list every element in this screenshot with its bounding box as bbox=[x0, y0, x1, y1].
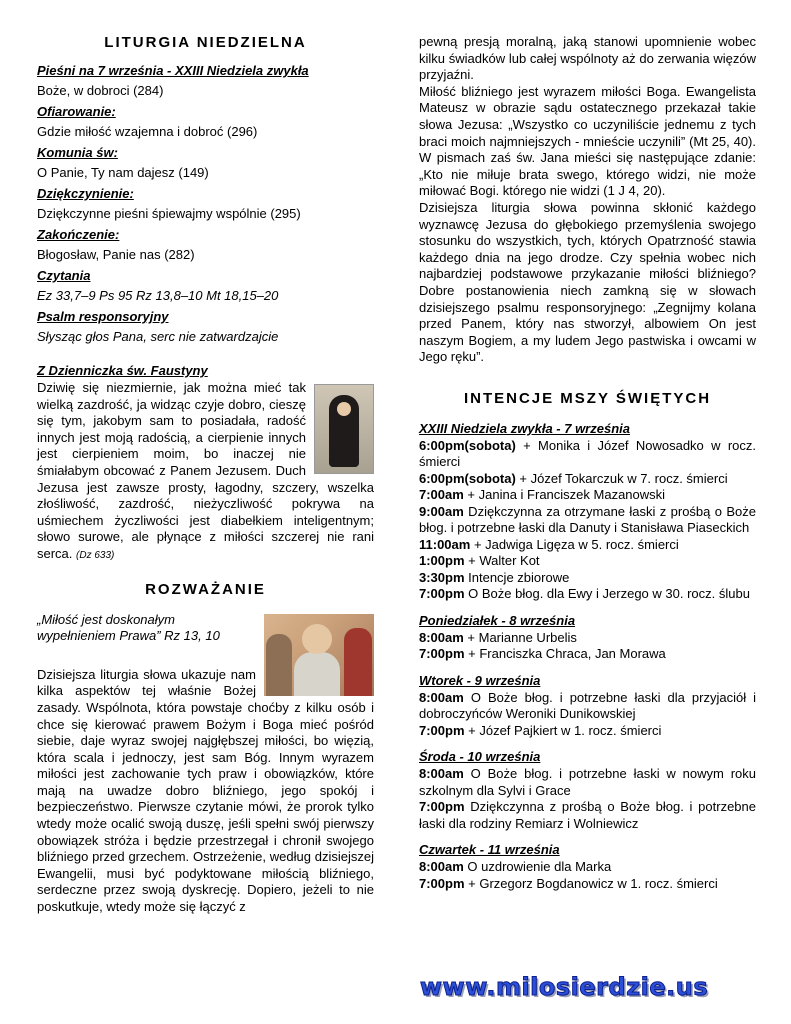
mass-time: 8:00am bbox=[419, 689, 464, 705]
mass-text: O Boże błog. dla Ewy i Jerzego w 30. rocz. ślubu bbox=[464, 586, 750, 602]
psalm-label: Psalm responsoryjny bbox=[37, 309, 169, 324]
reflection-quote: „Miłość jest doskonałym wypełnieniem Prawa” Rz 13, 10 bbox=[37, 611, 220, 644]
mass-time: 9:00am bbox=[419, 503, 464, 519]
mass-time: 1:00pm bbox=[419, 553, 465, 569]
mass-intention bbox=[419, 438, 756, 471]
mass-intention bbox=[419, 570, 756, 587]
mass-intention bbox=[419, 646, 756, 663]
mass-intention bbox=[419, 537, 756, 554]
mass-intention bbox=[419, 504, 756, 537]
jesus-image bbox=[264, 614, 374, 696]
communion-hymn: O Panie, Ty nam dajesz (149) bbox=[37, 165, 209, 180]
mass-time: 8:00am bbox=[419, 629, 464, 645]
mass-intention bbox=[419, 766, 756, 799]
mass-text: + Franciszka Chraca, Jan Morawa bbox=[464, 646, 666, 662]
mass-text: O Boże błog. i potrzebne łaski dla przyjaciół i dobroczyńców Weroniki Dunikowskiej bbox=[419, 689, 756, 722]
mass-time: 7:00pm bbox=[419, 722, 465, 738]
mass-intention bbox=[419, 859, 756, 876]
mass-text: Intencje zbiorowe bbox=[464, 569, 570, 585]
faustyna-text: Dziwię się niezmiernie, jak można mieć tak wielką zazdrość, ja widząc czyje dobro, cieszę się tym, jakobym sam to posiadała, radość innych jest moją radością, a cierpienie innych jest cierpieniem moim, bo inaczej nie śmiałabym obcować z Panem Jezusem. Duch Jezusa jest zawsze prosty, łagodny, szczery, wszelka złośliwość, zazdrość, nieżyczliwość pokrywa na uśmiechem życzliwości jest diabełkiem inteligentnym; słowo surowe, ale płynące z miłości szczerej nie rani serca. (Dz 633) bbox=[37, 380, 374, 561]
mass-time: 3:30pm bbox=[419, 569, 465, 585]
reflection-text-right-1: pewną presją moralną, jaką stanowi upomnienie wobec kilku świadków lub całej wspólnoty aż do zerwania więzów przyjaźni. bbox=[419, 34, 756, 83]
communion-label: Komunia św: bbox=[37, 145, 118, 160]
closing-label: Zakończenie: bbox=[37, 227, 120, 242]
mass-intention bbox=[419, 586, 756, 603]
thanksgiving-hymn: Dziękczynne pieśni śpiewajmy wspólnie (295) bbox=[37, 206, 301, 221]
mass-text: Dziękczynna z prośbą o Boże błog. i potrzebne łaski dla rodziny Remiarz i Wolniewicz bbox=[419, 799, 756, 831]
entrance-hymn: Boże, w dobroci (284) bbox=[37, 83, 164, 98]
reflection-title: ROZWAŻANIE bbox=[145, 580, 266, 598]
thanksgiving-label: Dziękczynienie: bbox=[37, 186, 134, 201]
mass-text: + Walter Kot bbox=[464, 553, 540, 569]
mass-intention bbox=[419, 723, 756, 740]
mass-time: 6:00pm(sobota) bbox=[419, 470, 516, 486]
mass-text: + Grzegorz Bogdanowicz w 1. rocz. śmierci bbox=[464, 875, 718, 891]
offertory-label: Ofiarowanie: bbox=[37, 104, 116, 119]
left-column bbox=[37, 34, 374, 916]
liturgy-title: LITURGIA NIEDZIELNA bbox=[104, 34, 307, 51]
mass-text: Dziękczynna za otrzymane łaski z prośbą o Boże błog. i potrzebne łaski dla Danuty i Stanisława Piaseckich bbox=[419, 503, 756, 536]
faustyna-image bbox=[314, 384, 374, 474]
mass-intention bbox=[419, 630, 756, 647]
mass-text: + Janina i Franciszek Mazanowski bbox=[463, 487, 666, 503]
day-heading: Wtorek - 9 września bbox=[419, 672, 541, 688]
mass-text: + Józef Pajkiert w 1. rocz. śmierci bbox=[464, 722, 662, 738]
day-heading: Poniedziałek - 8 września bbox=[419, 612, 576, 628]
reflection-text-right-2: Miłość bliźniego jest wyrazem miłości Boga. Ewangelista Mateusz w obrazie sądu ostatecznego przekazał takie słowa Jezusa: „Wszystko co uczyniliście jednemu z tych braci moich najmniejszych - mnieście uczynili” (Mt 25, 40). W pismach zaś św. Jana mieści się następujące zdanie: „Kto nie miłuje brata swego, którego widzi, nie może miłować Bogi. którego nie widzi (1 J 4, 20). bbox=[419, 83, 756, 199]
mass-text: + Jadwiga Ligęza w 5. rocz. śmierci bbox=[470, 536, 679, 552]
mass-text: O uzdrowienie dla Marka bbox=[463, 859, 612, 875]
readings-label: Czytania bbox=[37, 268, 91, 283]
mass-intention bbox=[419, 876, 756, 893]
intentions-title: INTENCJE MSZY ŚWIĘTYCH bbox=[463, 389, 712, 407]
mass-text: + Marianne Urbelis bbox=[463, 629, 577, 645]
website-logo[interactable]: www.milosierdzie.us bbox=[419, 973, 709, 1001]
mass-time: 7:00am bbox=[419, 487, 464, 503]
faustyna-ref: (Dz 633) bbox=[76, 549, 115, 561]
mass-intention bbox=[419, 553, 756, 570]
closing-hymn: Błogosław, Panie nas (282) bbox=[37, 247, 195, 262]
mass-time: 11:00am bbox=[419, 536, 471, 552]
mass-time: 8:00am bbox=[419, 859, 464, 875]
day-heading: Środa - 10 września bbox=[419, 749, 541, 765]
mass-intention bbox=[419, 471, 756, 488]
mass-text: + Józef Tokarczuk w 7. rocz. śmierci bbox=[515, 470, 728, 486]
mass-intention bbox=[419, 487, 756, 504]
mass-text: + Monika i Józef Nowosadko w rocz. śmierci bbox=[419, 437, 756, 470]
reflection-text-right-3: Dzisiejsza liturgia słowa powinna skłonić każdego wyznawcę Jezusa do głębokiego przemyślenia swojego stosunku do wszystkich, tych, których Opatrzność stawia każdego dnia na jego drodze. Czy spełnia wobec nich najbardziej podstawowe przykazanie miłości bliźniego? Dobre postanowienia niech zamkną się w słowach dzisiejszego psalmu responsoryjnego: „Zegnijmy kolana przed Panem, który nas stworzył, albowiem On jest naszym Bogiem, a my ludem Jego pastwiska i owcami w Jego ręku”. bbox=[419, 199, 756, 365]
day-heading: Czwartek - 11 września bbox=[419, 842, 560, 858]
right-column bbox=[419, 34, 756, 892]
mass-time: 7:00pm bbox=[419, 586, 465, 602]
reflection-text-left: Dzisiejsza liturgia słowa ukazuje nam kilka aspektów tej właśnie Bożej zasady. Wspólnota, która powstaje choćby z kilku osób i chce się kierować prawem Bożym i Boga mieć pośród siebie, daje wyraz swojej najgłębszej miłości, bo więzią, która scala i jednoczy, jest sam Bóg. Innym wyrazem miłości jest zachowanie tych praw i obowiązków, które mają na uwadze dobro bliźniego, jego spokój i bezpieczeństwo. Pierwsze czytanie mówi, że prorok tylko wtedy może ocalić swoją duszę, jeśli spełni swój pierwszy obowiązek stróża i będzie przestrzegał i chronił swojego bliźniego przed grzechem. Ostrzeżenie, według dzisiejszej Ewangelii, musi być podyktowane miłością bliźniego, serdeczne przez swoją dyskrecję. Dopiero, jeżeli to nie poskutkuje, wtedy może się łączyć z bbox=[37, 666, 374, 915]
intentions-list bbox=[419, 421, 756, 893]
day-heading: XXIII Niedziela zwykła - 7 września bbox=[419, 420, 630, 436]
mass-time: 7:00pm bbox=[419, 875, 465, 891]
readings: Ez 33,7–9 Ps 95 Rz 13,8–10 Mt 18,15–20 bbox=[37, 288, 279, 303]
offertory-hymn: Gdzie miłość wzajemna i dobroć (296) bbox=[37, 124, 258, 139]
mass-time: 8:00am bbox=[419, 766, 464, 782]
mass-intention bbox=[419, 690, 756, 723]
mass-intention bbox=[419, 799, 756, 832]
mass-time: 7:00pm bbox=[419, 646, 465, 662]
psalm: Słysząc głos Pana, serc nie zatwardzajcie bbox=[37, 329, 279, 344]
mass-time: 7:00pm bbox=[419, 799, 465, 815]
faustyna-heading: Z Dzienniczka św. Faustyny bbox=[37, 363, 208, 378]
mass-time: 6:00pm(sobota) bbox=[419, 437, 516, 453]
mass-text: O Boże błog. i potrzebne łaski w nowym roku szkolnym dla Sylvi i Grace bbox=[419, 766, 756, 798]
hymns-heading: Pieśni na 7 września - XXIII Niedziela zwykła bbox=[37, 63, 309, 78]
